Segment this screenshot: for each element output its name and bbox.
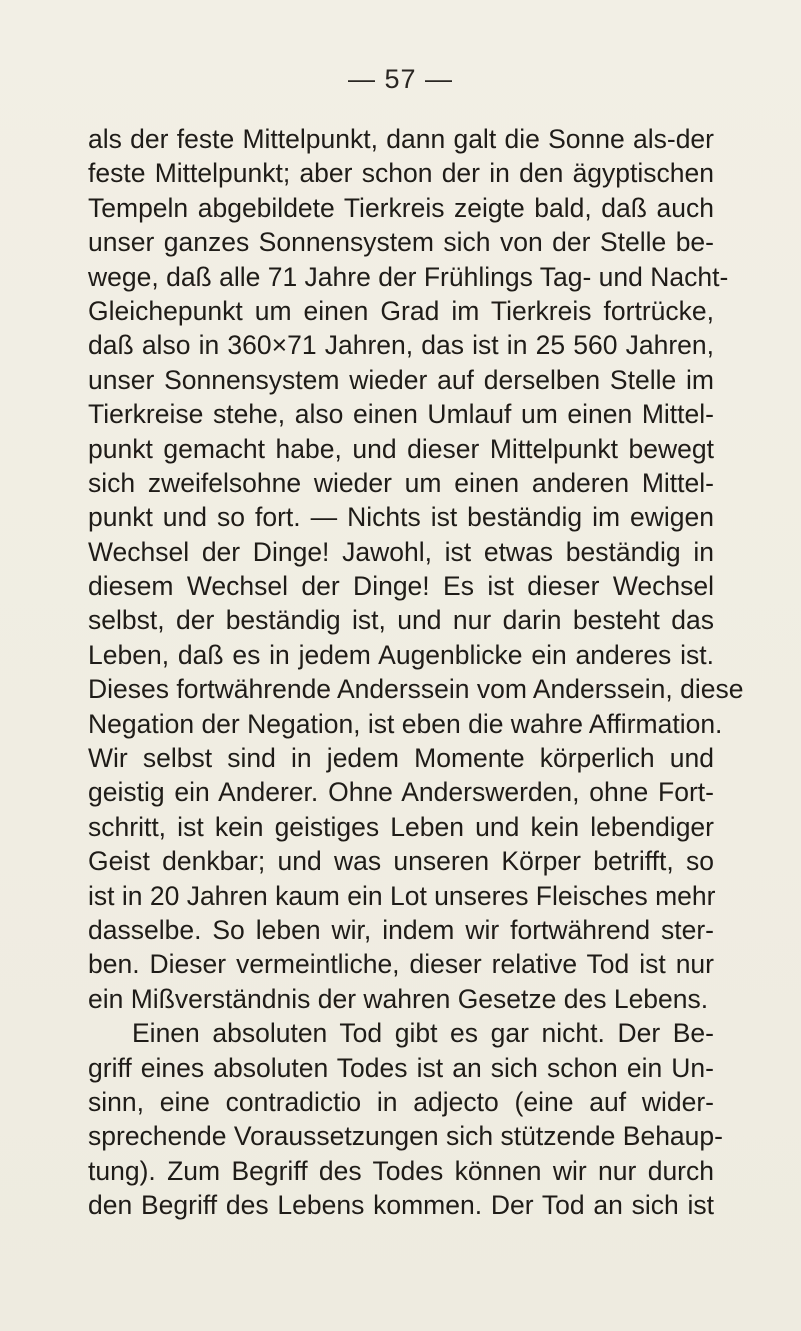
body-text <box>88 122 744 1223</box>
text-line: schritt, ist kein geistiges Leben und kein lebendiger <box>88 811 714 842</box>
text-line: Geist denkbar; und was unseren Körper betrifft, so <box>88 846 714 877</box>
paragraph-start-line: Einen absoluten Tod gibt es gar nicht. Der Be- <box>132 1018 714 1049</box>
text-line: ist in 20 Jahren kaum ein Lot unseres Fleisches mehr <box>88 880 716 911</box>
text-line: unser ganzes Sonnensystem sich von der Stelle be- <box>88 227 714 258</box>
text-line: unser Sonnensystem wieder auf derselben Stelle im <box>88 364 714 395</box>
text-line: sich zweifelsohne wieder um einen anderen Mittel- <box>88 467 714 498</box>
text-line: ein Mißverständnis der wahren Gesetze des Lebens. <box>88 983 709 1014</box>
text-line: den Begriff des Lebens kommen. Der Tod an sich ist <box>88 1190 714 1221</box>
text-line: daß also in 360×71 Jahren, das ist in 25 560 Jahren, <box>88 330 714 361</box>
text-line: Tempeln abgebildete Tierkreis zeigte bald, daß auch <box>88 192 714 223</box>
text-line: Dieses fortwährende Anderssein vom Anderssein, diese <box>88 674 744 705</box>
text-line: Gleichepunkt um einen Grad im Tierkreis fortrücke, <box>88 295 714 326</box>
text-line: Wechsel der Dinge! Jawohl, ist etwas beständig in <box>88 536 714 567</box>
text-line: feste Mittelpunkt; aber schon der in den ägyptischen <box>88 158 714 189</box>
text-line: geistig ein Anderer. Ohne Anderswerden, ohne Fort- <box>88 777 714 808</box>
text-line: ben. Dieser vermeintliche, dieser relative Tod ist nur <box>88 949 714 980</box>
text-line: sinn, eine contradictio in adjecto (eine auf wider- <box>88 1086 714 1117</box>
text-line: Wir selbst sind in jedem Momente körperlich und <box>88 743 714 774</box>
text-line: punkt und so fort. — Nichts ist beständig im ewigen <box>88 502 714 533</box>
text-line: Negation der Negation, ist eben die wahre Affirmation. <box>88 708 723 739</box>
text-line: als der feste Mittelpunkt, dann galt die Sonne als-der <box>88 124 714 154</box>
text-line: wege, daß alle 71 Jahre der Frühlings Tag- und Nacht- <box>88 261 729 292</box>
text-line: diesem Wechsel der Dinge! Es ist dieser Wechsel <box>88 571 714 602</box>
text-line: griff eines absoluten Todes ist an sich schon ein Un- <box>88 1052 714 1083</box>
text-line: tung). Zum Begriff des Todes können wir nur durch <box>88 1155 714 1186</box>
text-line: Tierkreise stehe, also einen Umlauf um einen Mittel- <box>88 399 714 430</box>
text-line: selbst, der beständig ist, und nur darin besteht das <box>88 605 714 636</box>
text-line: Leben, daß es in jedem Augenblicke ein anderes ist. <box>88 639 714 670</box>
text-line: dasselbe. So leben wir, indem wir fortwährend ster- <box>88 914 714 945</box>
text-line: sprechende Voraussetzungen sich stützende Behaup- <box>88 1121 723 1152</box>
text-line: punkt gemacht habe, und dieser Mittelpunkt bewegt <box>88 433 714 464</box>
page-number: — 57 — <box>347 64 454 94</box>
